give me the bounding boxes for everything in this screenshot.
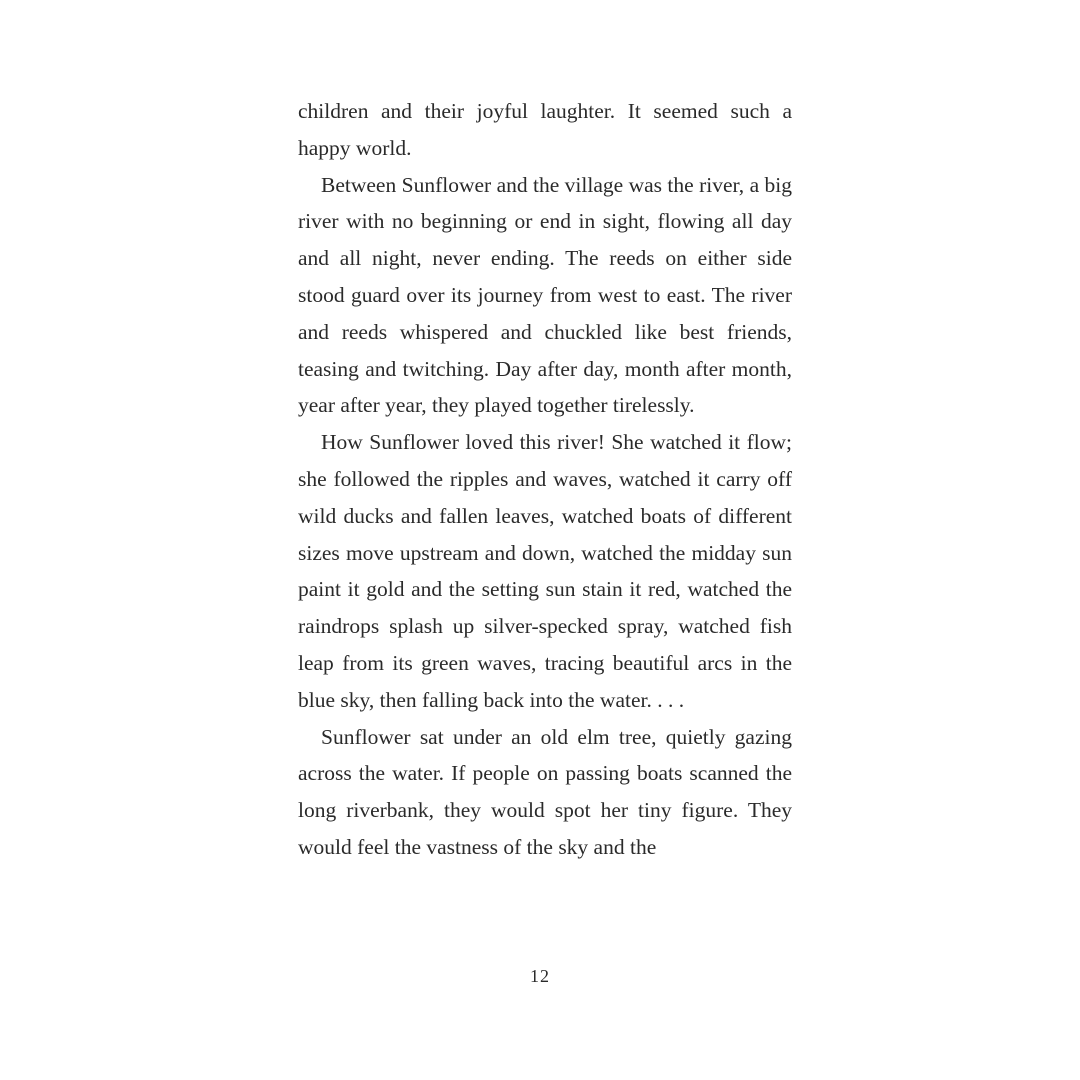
paragraph-river: Between Sunflower and the village was the river, a big river with no beginning or end in sight, flowing all day and all night, never ending. The reeds on either side stood guard over its journey from west to east. The river and reeds whispered and chuckled like best friends, teasing and twitching. Day after day, month after month, year after year, they played together tirelessly. <box>298 172 792 418</box>
paragraph-continued: children and their joyful laughter. It seemed such a happy world. <box>298 99 792 160</box>
body-text <box>298 93 792 866</box>
page-number: 12 <box>530 966 550 986</box>
paragraph-elm-tree: Sunflower sat under an old elm tree, quietly gazing across the water. If people on passing boats scanned the long riverbank, they would spot her tiny figure. They would feel the vastness of the sky and the <box>298 724 792 859</box>
paragraph-loved-river: How Sunflower loved this river! She watched it flow; she followed the ripples and waves, watched it carry off wild ducks and fallen leaves, watched boats of different sizes move upstream and down, watched the midday sun paint it gold and the setting sun stain it red, watched the raindrops splash up silver-specked spray, watched fish leap from its green waves, tracing beautiful arcs in the blue sky, then falling back into the water. . . . <box>298 430 792 712</box>
